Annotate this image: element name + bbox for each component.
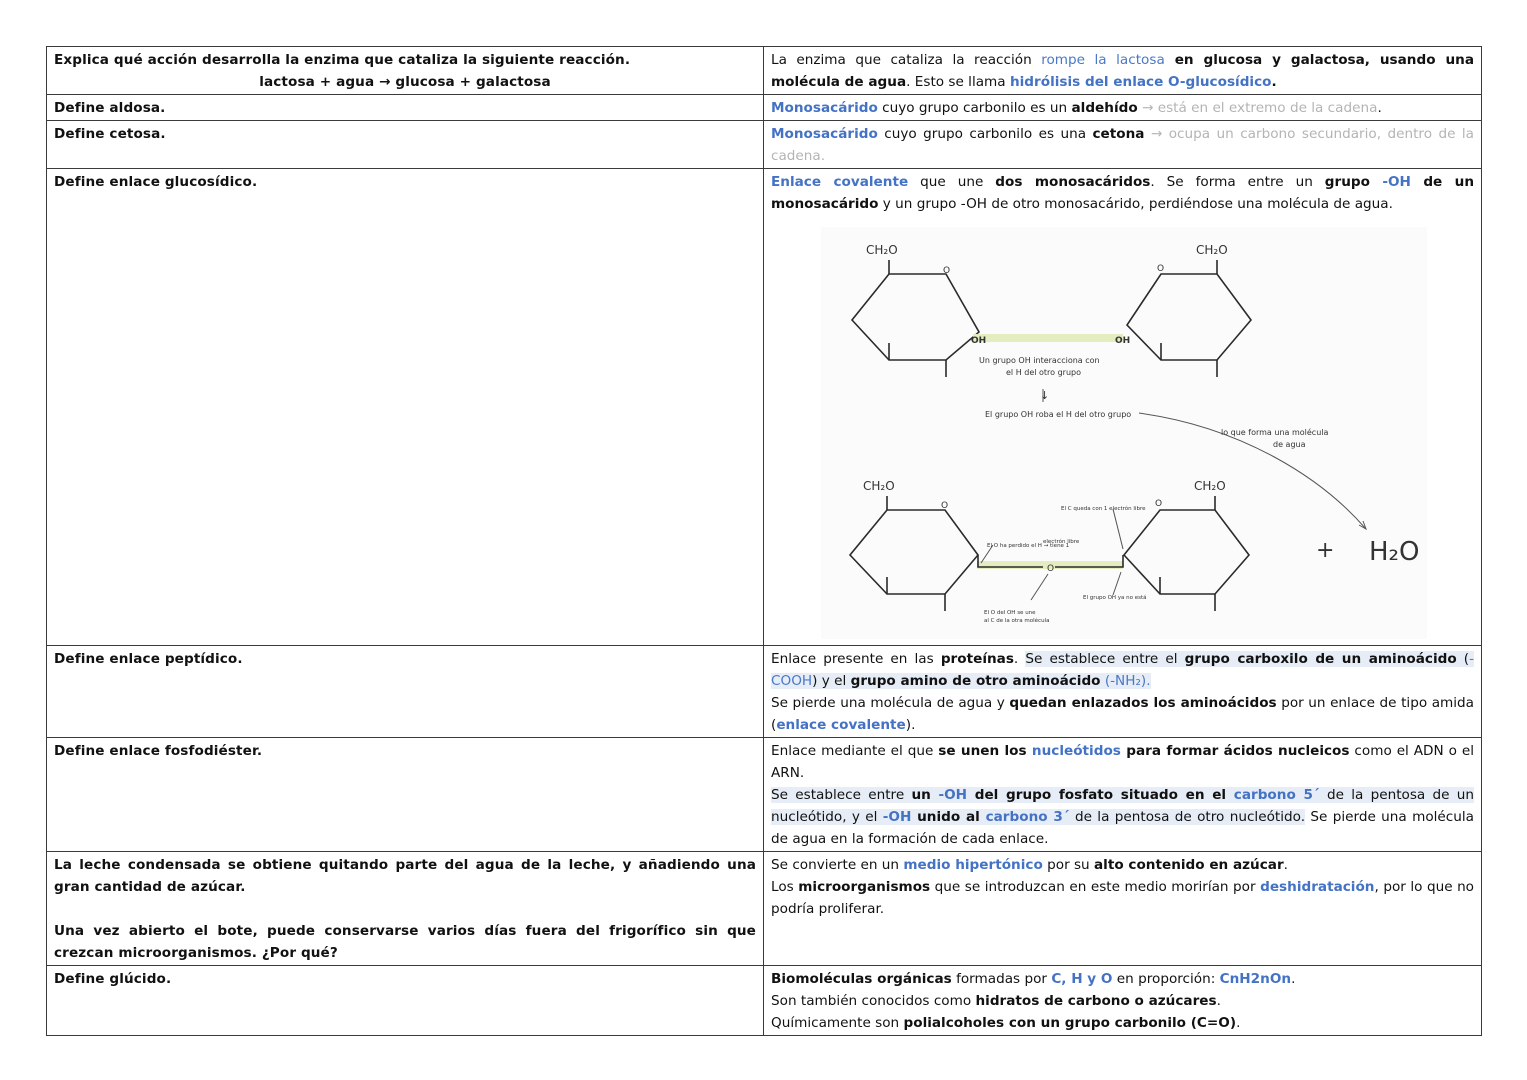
answer-cell [764, 738, 1482, 852]
question-text: Define aldosa. [54, 100, 166, 116]
qa-table [46, 46, 1482, 1036]
blue-term: -OH [882, 809, 912, 825]
ch2o-label: CH₂O [1194, 479, 1226, 493]
ch2o-label: CH₂O [863, 479, 895, 493]
glycosidic-bond-diagram [821, 227, 1427, 639]
hexagon-ring-icon [852, 274, 979, 360]
down-arrow-icon: ↓ [1040, 389, 1050, 402]
hexagon-ring-icon [1127, 274, 1251, 360]
question-cell [47, 169, 764, 646]
question-cell [47, 646, 764, 738]
blue-term: CnH2nOn [1219, 971, 1292, 987]
answer-cell [764, 95, 1482, 121]
blue-term: -OH [938, 787, 968, 803]
answer-text: Se pierde una molécula de agua y [771, 695, 1010, 711]
bridge-oxygen-label: O [1047, 564, 1055, 574]
table-row [47, 121, 1482, 169]
bold-term: grupo amino de otro aminoácido [850, 673, 1101, 689]
blue-term: hidrólisis del enlace O-glucosídico [1009, 74, 1272, 90]
blue-term: rompe la lactosa [1041, 52, 1165, 68]
blue-term: enlace covalente [776, 717, 906, 733]
blue-term: carbono 3´ [985, 809, 1070, 825]
question-cell [47, 121, 764, 169]
bold-term: de un monosacárido [771, 174, 1475, 212]
bold-term: para formar ácidos nucleicos [1120, 743, 1350, 759]
answer-text: . [1013, 651, 1026, 667]
answer-text: ) [812, 673, 818, 689]
bold-term: polialcoholes con un grupo carbonilo (C=O) [903, 1015, 1237, 1031]
annotation: lo que forma una molécula [1221, 428, 1329, 437]
answer-text: . Se forma entre un [1150, 174, 1325, 190]
answer-text: . Esto se llama [906, 74, 1010, 90]
question-cell [47, 852, 764, 966]
water-molecule-label: H₂O [1369, 537, 1420, 567]
answer-text: formadas por [951, 971, 1052, 987]
table-row [47, 966, 1482, 1036]
answer-text: y el [817, 673, 851, 689]
answer-text: por un enlace de tipo amida ( [771, 695, 1475, 733]
plus-sign: + [1316, 538, 1335, 563]
question-text: Define cetosa. [54, 126, 166, 142]
table-row [47, 738, 1482, 852]
bold-term: unido al [911, 809, 986, 825]
answer-cell [764, 169, 1482, 646]
ch2o-label: CH₂O [1196, 243, 1228, 257]
study-sheet [46, 46, 1481, 1036]
answer-text: Son también conocidos como [771, 993, 976, 1009]
question-cell [47, 47, 764, 95]
bold-term: un [911, 787, 939, 803]
answer-text: Se convierte en un [771, 857, 904, 873]
table-row [47, 169, 1482, 646]
bold-term: proteínas [940, 651, 1014, 667]
bold-term: alto contenido en azúcar [1094, 857, 1284, 873]
annotation: El O del OH se une [984, 610, 1036, 616]
blue-term: (-NH₂). [1100, 673, 1151, 689]
answer-text: Se establece entre [771, 787, 912, 803]
annotation: El grupo OH ya no está [1083, 595, 1147, 601]
ch2o-label: CH₂O [866, 243, 898, 257]
answer-text: y un grupo -OH de otro monosacárido, perdiéndose una molécula de agua. [878, 196, 1393, 212]
question-text: Explica qué acción desarrolla la enzima que cataliza la siguiente reacción. [54, 52, 631, 68]
question-text: Una vez abierto el bote, puede conservarse varios días fuera del frigorífico sin que crezcan microorganismos. ¿Por qué? [54, 923, 756, 961]
answer-text: . [1283, 857, 1288, 873]
answer-text: que se introduzcan en este medio morirían por [930, 879, 1261, 895]
answer-text: . [1291, 971, 1296, 987]
answer-text: . [1271, 74, 1277, 90]
answer-text: ). [905, 717, 916, 733]
answer-text: . [1377, 100, 1382, 116]
answer-text: de la pentosa de otro nucleótido. [1069, 809, 1306, 825]
annotation: Un grupo OH interacciona con [979, 356, 1100, 365]
question-cell [47, 738, 764, 852]
bold-term: cetona [1092, 126, 1145, 142]
table-row [47, 47, 1482, 95]
ring-oxygen-label: O [1157, 264, 1165, 274]
ring-oxygen-label: O [943, 266, 951, 276]
answer-text: . [1236, 1015, 1241, 1031]
answer-cell [764, 47, 1482, 95]
answer-text: Químicamente son [771, 1015, 904, 1031]
answer-text: cuyo grupo carbonilo es un [877, 100, 1072, 116]
ring-oxygen-label: O [941, 501, 949, 511]
answer-text: ( [1456, 651, 1470, 667]
reaction-equation: lactosa + agua → glucosa + galactosa [259, 74, 551, 90]
grey-note: → está en el extremo de la cadena [1137, 100, 1378, 116]
bold-term: dos monosacáridos [995, 174, 1151, 190]
bold-term: grupo carboxilo de un aminoácido [1184, 651, 1457, 667]
annotation: El grupo OH roba el H del otro grupo [985, 410, 1132, 419]
answer-cell [764, 121, 1482, 169]
answer-cell [764, 852, 1482, 966]
bold-term: del grupo fosfato situado en el [967, 787, 1234, 803]
table-row [47, 646, 1482, 738]
oh-interaction-highlight [973, 334, 1123, 342]
annotation: El C queda con 1 electrón libre [1061, 506, 1146, 512]
answer-text: Enlace presente en las [771, 651, 941, 667]
annotation: al C de la otra molécula [984, 618, 1050, 624]
blue-term: -OH [1382, 174, 1411, 190]
blue-term: C, H y O [1051, 971, 1113, 987]
answer-text: por su [1042, 857, 1094, 873]
table-row [47, 95, 1482, 121]
answer-text: La enzima que cataliza la reacción [771, 52, 1042, 68]
blue-term: medio hipertónico [903, 857, 1043, 873]
answer-cell [764, 646, 1482, 738]
bold-term: Biomoléculas orgánicas [771, 971, 952, 987]
hexagon-ring-icon [1124, 510, 1249, 594]
annotation: El O ha perdido el H → tiene 1 [987, 543, 1070, 549]
blue-term: deshidratación [1260, 879, 1375, 895]
answer-text: en proporción: [1112, 971, 1220, 987]
question-text: Define enlace fosfodiéster. [54, 743, 263, 759]
bold-term: microorganismos [798, 879, 931, 895]
oh-label: OH [971, 336, 987, 346]
question-cell [47, 95, 764, 121]
answer-text: Se establece entre el [1025, 651, 1185, 667]
answer-text: Los [771, 879, 799, 895]
question-text: Define glúcido. [54, 971, 172, 987]
answer-text: cuyo grupo carbonilo es una [877, 126, 1093, 142]
bold-term: hidratos de carbono o azúcares [975, 993, 1217, 1009]
answer-text: Enlace mediante el que [771, 743, 939, 759]
grey-note: → ocupa un carbono secundario, dentro de la cadena. [771, 126, 1474, 164]
blue-term: Monosacárido [771, 100, 878, 116]
answer-text: como el ADN o el ARN. [771, 743, 1475, 781]
blue-term: -COOH [771, 651, 1474, 689]
question-text: La leche condensada se obtiene quitando parte del agua de la leche, y añadiendo una gran cantidad de azúcar. [54, 857, 756, 895]
question-text: Define enlace peptídico. [54, 651, 243, 667]
bold-term: en glucosa y galactosa, usando una molécula de agua [771, 52, 1474, 90]
annotation: electrón libre [1043, 539, 1080, 545]
answer-text: de la pentosa de un nucleótido, y el [771, 787, 1474, 825]
blue-term: Monosacárido [771, 126, 878, 142]
blue-term: nucleótidos [1031, 743, 1121, 759]
answer-text: , por lo que no podría proliferar. [771, 879, 1475, 917]
bold-term: aldehído [1071, 100, 1138, 116]
answer-cell [764, 966, 1482, 1036]
bold-term: grupo [1324, 174, 1383, 190]
table-row [47, 852, 1482, 966]
answer-text: que une [908, 174, 996, 190]
bold-term: se unen los [938, 743, 1032, 759]
answer-text: Se pierde una molécula de agua en la formación de cada enlace. [771, 809, 1474, 847]
question-text: Define enlace glucosídico. [54, 174, 258, 190]
bold-term: quedan enlazados los aminoácidos [1009, 695, 1277, 711]
blue-term: Enlace covalente [771, 174, 909, 190]
annotation: de agua [1273, 440, 1306, 449]
hexagon-ring-icon [850, 510, 978, 594]
blue-term: carbono 5´ [1233, 787, 1320, 803]
annotation: el H del otro grupo [1006, 368, 1082, 377]
question-cell [47, 966, 764, 1036]
ring-oxygen-label: O [1155, 499, 1163, 509]
diagram-drawing [821, 227, 1427, 639]
oh-label: OH [1115, 336, 1131, 346]
answer-text: . [1216, 993, 1221, 1009]
